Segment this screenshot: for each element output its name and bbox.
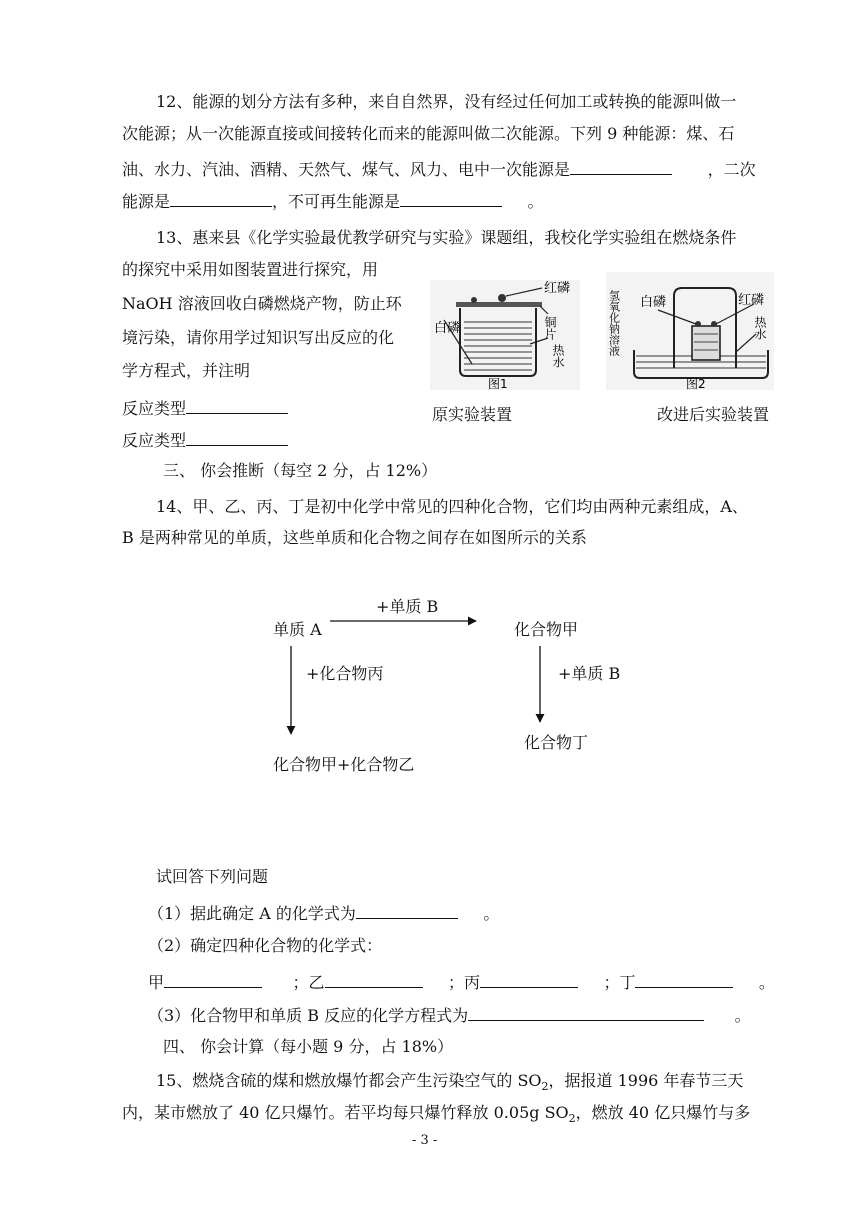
- label-yi: ；乙: [292, 973, 325, 992]
- q14-prompt: 试回答下列问题: [156, 867, 269, 886]
- formula-bing-blank[interactable]: [480, 970, 578, 988]
- arrow-label-left: +化合物丙: [306, 664, 384, 683]
- reaction-type-label: 反应类型: [122, 399, 187, 418]
- fig1-copper-label: 铜片: [543, 316, 557, 340]
- node-compound-jia: 化合物甲: [514, 620, 579, 639]
- fig1-white-phosphorus-label: 白磷: [434, 321, 461, 336]
- q12-line-3: [122, 157, 756, 180]
- node-compound-ding: 化合物丁: [524, 733, 589, 752]
- q15-line-2-text: 内，某市燃放了 40 亿只爆竹。若平均每只爆竹释放 0.05g SO: [122, 1103, 569, 1122]
- node-element-a: 单质 A: [273, 620, 322, 639]
- reaction-arrows: [270, 610, 570, 750]
- q15-line-1: [156, 1071, 743, 1097]
- fig1-hot-water-label: 热水: [551, 344, 565, 368]
- q12-line-4: [122, 189, 543, 212]
- reaction-type-row-2: [122, 428, 288, 451]
- primary-energy-blank[interactable]: [570, 157, 672, 175]
- q14-sub-1-text: （1）据此确定 A 的化学式为: [148, 904, 356, 923]
- q14-formula-row: [148, 970, 775, 993]
- fig2-red-phosphorus-label: 红磷: [738, 293, 765, 308]
- fig2-caption: 改进后实验装置: [657, 405, 770, 424]
- reaction-type-blank-1[interactable]: [186, 396, 288, 414]
- q12-text: 油、水力、汽油、酒精、天然气、煤气、风力、电中一次能源是: [122, 160, 571, 179]
- arrow-label-top: +单质 B: [376, 597, 439, 616]
- label-jia: 甲: [148, 973, 165, 992]
- fig2-white-phosphorus-label: 白磷: [640, 295, 667, 310]
- q13-line-5: 学方程式，并注明: [122, 361, 251, 380]
- reaction-type-blank-2[interactable]: [186, 428, 288, 446]
- label-bing: ；丙: [447, 973, 480, 992]
- q15-line-2-rest: ，燃放 40 亿只爆竹与多: [575, 1103, 751, 1122]
- equation-blank[interactable]: [468, 1003, 704, 1021]
- node-compound-jia-yi: 化合物甲+化合物乙: [273, 755, 415, 774]
- figure-1-original-apparatus: [430, 280, 580, 390]
- reaction-type-row-1: [122, 396, 288, 419]
- fig1-figure-number: 图1: [488, 377, 508, 390]
- q13-line-1: 13、惠来县《化学实验最优教学研究与实验》课题组，我校化学实验组在燃烧条件: [156, 228, 737, 247]
- q14-sub-2: （2）确定四种化合物的化学式：: [148, 936, 383, 955]
- fig2-figure-number: 图2: [686, 377, 706, 390]
- q14-sub-3-end: 。: [734, 1006, 751, 1025]
- q14-row-end: 。: [758, 973, 775, 992]
- q14-sub-1-end: 。: [483, 904, 500, 923]
- q15-line-1-text: 15、燃烧含硫的煤和燃放爆竹都会产生污染空气的 SO: [156, 1071, 542, 1090]
- formula-a-blank[interactable]: [356, 901, 458, 919]
- q14-sub-3: [148, 1003, 751, 1026]
- q12-line-1: 12、能源的划分方法有多种，来自自然界，没有经过任何加工或转换的能源叫做一: [156, 92, 737, 111]
- q15-line-1-rest: ，据报道 1996 年春节三天: [548, 1071, 744, 1090]
- q14-sub-3-text: （3）化合物甲和单质 B 反应的化学方程式为: [148, 1006, 469, 1025]
- section-3-title: 三、 你会推断（每空 2 分，占 12%）: [163, 461, 438, 480]
- secondary-energy-blank[interactable]: [170, 189, 272, 207]
- q12-line-2: 次能源；从一次能源直接或间接转化而来的能源叫做二次能源。下列 9 种能源：煤、石: [122, 124, 735, 143]
- q12-text: ，不可再生能源是: [272, 192, 401, 211]
- q12-text: 能源是: [122, 192, 171, 211]
- page-number: - 3 -: [412, 1133, 438, 1148]
- so2-subscript: 2: [568, 1112, 576, 1126]
- q12-text: 。: [527, 192, 544, 211]
- formula-yi-blank[interactable]: [325, 970, 423, 988]
- section-4-title: 四、 你会计算（每小题 9 分，占 18%）: [163, 1037, 454, 1056]
- fig1-caption: 原实验装置: [432, 405, 513, 424]
- q13-line-2: 的探究中采用如图装置进行探究，用: [122, 260, 379, 279]
- nonrenewable-energy-blank[interactable]: [400, 189, 502, 207]
- arrow-label-right: +单质 B: [558, 664, 621, 683]
- q13-line-3: NaOH 溶液回收白磷燃烧产物，防止环: [122, 294, 402, 313]
- reaction-type-label: 反应类型: [122, 431, 187, 450]
- so2-subscript: 2: [541, 1080, 549, 1094]
- q14-line-1: 14、甲、乙、丙、丁是初中化学中常见的四种化合物，它们均由两种元素组成，A、: [156, 497, 748, 516]
- q12-text: ，二次: [707, 160, 756, 179]
- q14-sub-1: [148, 901, 499, 924]
- figure-2-improved-apparatus: [606, 272, 774, 390]
- q13-line-4: 境污染，请你用学过知识写出反应的化: [122, 328, 395, 347]
- formula-jia-blank[interactable]: [164, 970, 262, 988]
- fig2-naoh-label: 氢氧化钠溶液: [607, 290, 621, 356]
- fig2-hot-water-label: 热水: [753, 316, 767, 340]
- formula-ding-blank[interactable]: [635, 970, 733, 988]
- label-ding: ；丁: [603, 973, 636, 992]
- q15-line-2: [122, 1103, 750, 1129]
- fig1-red-phosphorus-label: 红磷: [544, 281, 571, 296]
- q14-line-2: B 是两种常见的单质，这些单质和化合物之间存在如图所示的关系: [122, 528, 587, 547]
